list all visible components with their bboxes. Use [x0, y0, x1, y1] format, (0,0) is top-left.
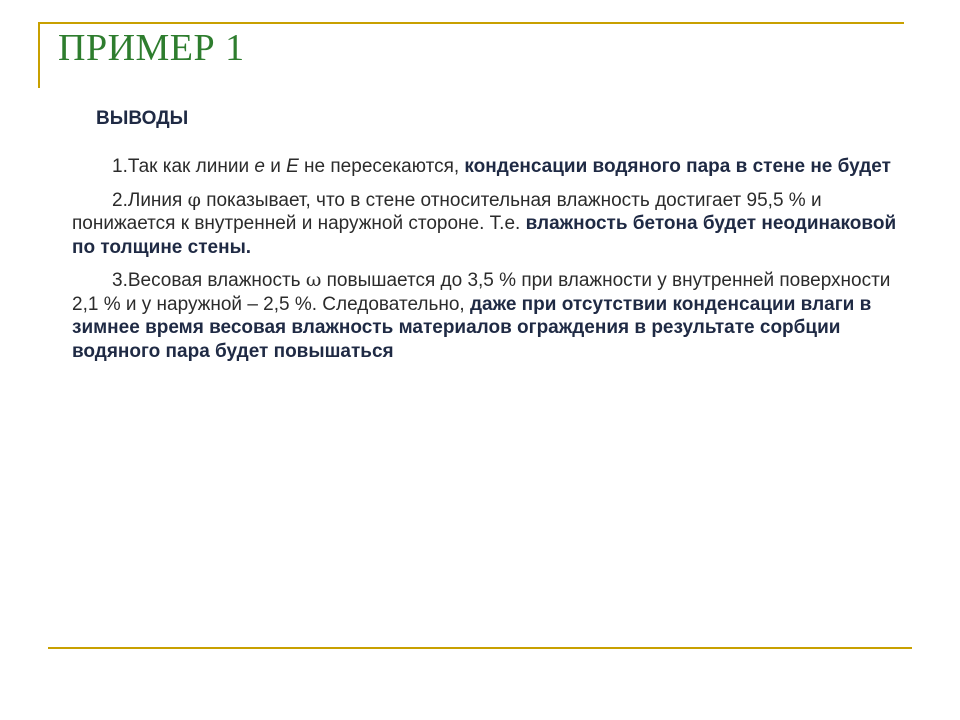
- conclusion-2-emphasis: влажность бетона будет неодинаковой по толщине стены.: [72, 213, 897, 258]
- var-E: Е: [286, 156, 299, 177]
- slide-subtitle: ВЫВОДЫ: [96, 108, 189, 129]
- slide-title: ПРИМЕР 1: [58, 27, 245, 69]
- omega-symbol: ω: [305, 269, 322, 291]
- top-rule: [40, 22, 904, 24]
- conclusion-1-emphasis: конденсации водяного пара в стене не будет: [464, 156, 891, 177]
- conclusion-3: [72, 269, 902, 363]
- bottom-rule: [48, 647, 912, 649]
- conclusion-3-lead: 3.Весовая влажность: [112, 270, 306, 291]
- conclusion-1: [72, 155, 902, 179]
- conclusion-1-lead: 1.Так как линии: [112, 156, 255, 177]
- left-rule: [38, 22, 40, 88]
- conclusion-3-text: повышается до 3,5 % при влажности у внутренней поверхности 2,1 % и у наружной – 2,5 %. Следовательно,: [72, 270, 891, 315]
- conclusion-2-text: показывает, что в стене относительная влажность достигает 95,5 % и понижается к внутренней и наружной стороне. Т.е.: [72, 189, 822, 234]
- conclusion-2: [72, 189, 902, 260]
- conclusion-1-mid1: и: [264, 156, 287, 177]
- conclusion-1-mid2: не пересекаются,: [298, 156, 465, 177]
- var-e: е: [254, 156, 265, 177]
- conclusions-body: [72, 155, 902, 373]
- conclusion-3-emphasis: даже при отсутствии конденсации влаги в зимнее время весовая влажность материалов ограждения в результате сорбции водяного пара будет повышаться: [72, 293, 872, 362]
- conclusion-2-lead: 2.Линия: [112, 189, 188, 211]
- phi-symbol: φ: [187, 188, 201, 211]
